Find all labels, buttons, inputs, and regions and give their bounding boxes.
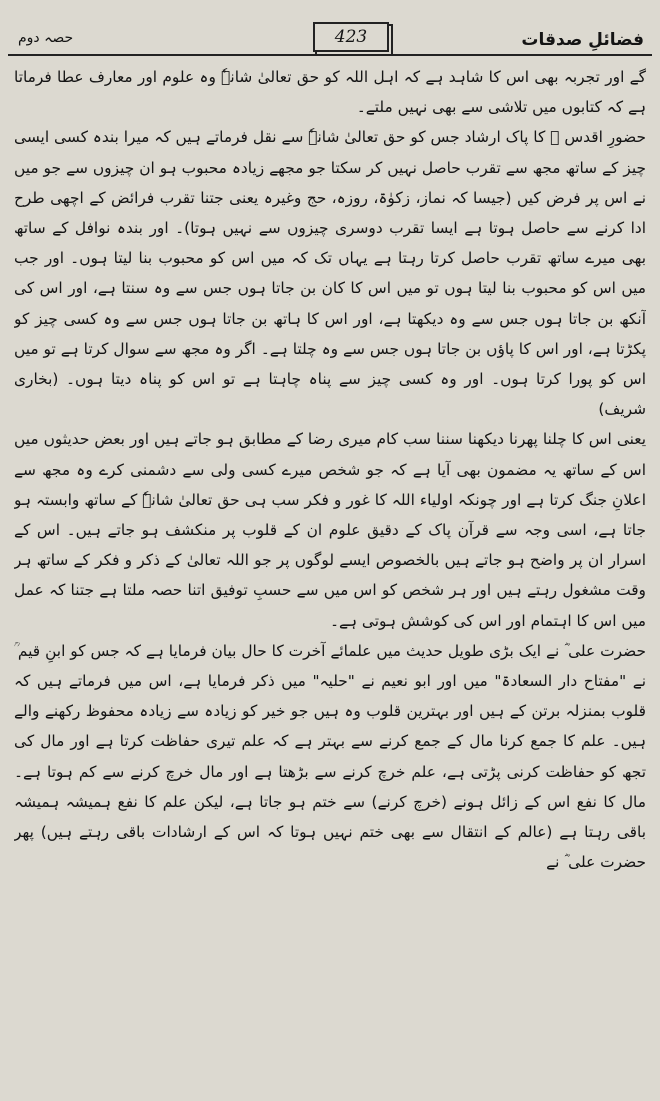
paragraph-explanation: یعنی اس کا چلنا پھرنا دیکھنا سننا سب کام میری رضا کے مطابق ہو جاتے ہیں اور بعض حدیثوں میں اس کے ساتھ یہ مضمون بھی آیا ہے کہ جو شخص میرے کسی ولی سے دشمنی کرے وہ مجھ سے اعلانِ جنگ کرتا ہے اور چونکہ اولیاء اللہ کا غور و فکر سب ہی حق تعالیٰ شانہٗ کے ساتھ وابستہ ہو جاتا ہے، اسی وجہ سے قرآن پاک کے دقیق علوم ان کے قلوب پر منکشف ہو جاتے ہیں۔ اس کے اسرار ان پر واضح ہو جاتے ہیں بالخصوص ایسے لوگوں پر جو اللہ تعالیٰ کے ذکر و فکر کے ساتھ ہر وقت مشغول رہتے ہیں اور ہر شخص کو اس میں سے حسبِ توفیق اتنا حصہ ملتا ہے جتنا کہ عمل میں اس کا اہتمام اور اس کی کوشش ہوتی ہے۔ [14,430,646,630]
header-divider [8,54,652,56]
paragraph-intro: گے اور تجربہ بھی اس کا شاہد ہے کہ اہل اللہ کو حق تعالیٰ شانہٗ وہ علوم اور معارف عطا فرماتا ہے کہ کتابوں میں تلاشی سے بھی نہیں ملتے۔ [14,68,646,117]
section-label: حصہ دوم [18,30,74,46]
page-header [0,0,660,64]
page-body [14,62,646,1096]
paragraph-hadith: حضورِ اقدس ﷺ کا پاک ارشاد جس کو حق تعالیٰ شانہٗ سے نقل فرماتے ہیں کہ میرا بندہ کسی ایسی چیز کے ساتھ مجھ سے تقرب حاصل نہیں کر سکتا جو مجھے زیادہ محبوب ہو ان چیزوں سے جو میں نے اس پر فرض کیں (جیسا کہ نماز، زکوٰۃ، روزہ، حج وغیرہ یعنی جتنا تقرب فرائض کے اچھی طرح ادا کرنے سے حاصل ہوتا ہے ایسا تقرب دوسری چیزوں سے نہیں ہوتا)۔ اور بندہ نوافل کے ساتھ بھی میرے ساتھ تقرب حاصل کرتا رہتا ہے یہاں تک کہ میں اس کو محبوب بنا لیتا ہوں۔ اور جب میں اس کو محبوب بنا لیتا ہوں تو میں اس کا کان بن جاتا ہوں جس سے وہ سنتا ہے، اور اس کی آنکھ بن جاتا ہوں جس سے وہ دیکھتا ہے، اور اس کا ہاتھ بن جاتا ہوں جس سے وہ کسی چیز کو پکڑتا ہے، اور اس کا پاؤں بن جاتا ہوں جس سے وہ چلتا ہے۔ اگر وہ مجھ سے سوال کرتا ہے تو میں اس کو پورا کرتا ہوں۔ اور وہ کسی چیز سے پناہ چاہتا ہے تو اس کو پناہ دیتا ہوں۔ (بخاری شریف) [14,128,646,419]
page-number: 423 [313,22,389,52]
book-title: فضائلِ صدقات [521,30,644,50]
paragraph-ali-narration: حضرت علی ؓ نے ایک بڑی طویل حدیث میں علمائے آخرت کا حال بیان فرمایا ہے کہ جس کو ابنِ قیم ؒ نے "مفتاح دار السعادۃ" میں اور ابو نعیم نے "حلیہ" میں ذکر فرمایا ہے، اس میں فرماتے ہیں کہ قلوب بمنزلہ برتن کے ہیں اور بہترین قلوب وہ ہیں جو خیر کو زیادہ سے زیادہ محفوظ رکھنے والے ہیں۔ علم کا جمع کرنا مال کے جمع کرنے سے بہتر ہے کہ علم تیری حفاظت کرتا ہے اور مال کی تجھ کو حفاظت کرنی پڑتی ہے، علم خرچ کرنے سے بڑھتا ہے اور مال خرچ کرنے سے کم ہوتا ہے۔ مال کا نفع اس کے زائل ہونے (خرچ کرنے) سے ختم ہو جاتا ہے، لیکن علم کا نفع ہمیشہ ہمیشہ باقی رہتا ہے (عالم کے انتقال سے بھی ختم نہیں ہوتا کہ اس کے ارشادات باقی رہتے ہیں) پھر حضرت علی ؓ نے [14,641,646,872]
